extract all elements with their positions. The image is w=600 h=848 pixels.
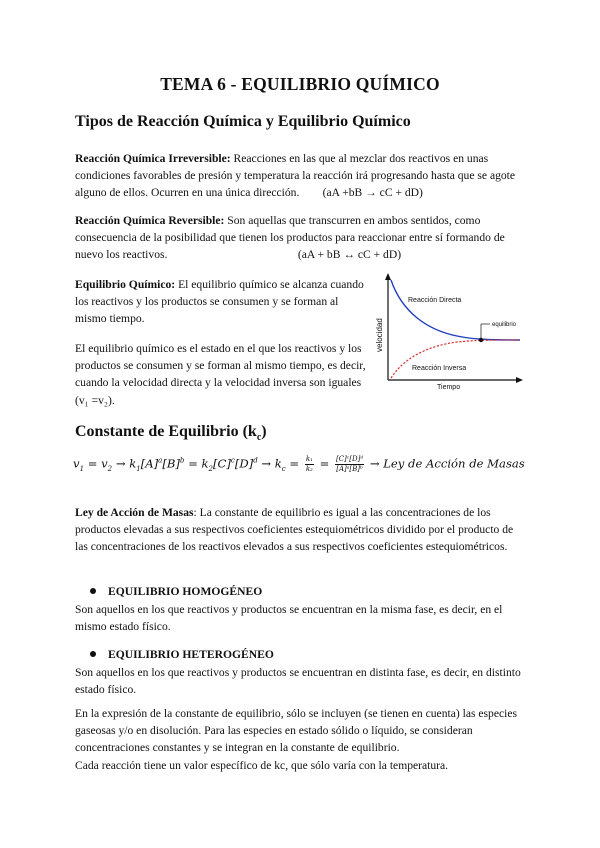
page-title: TEMA 6 - EQUILIBRIO QUÍMICO [160, 74, 440, 94]
eq-fraction-k [305, 455, 314, 474]
eq-fraction-concentration [335, 455, 364, 474]
y-axis-arrow [385, 273, 391, 280]
heading-constant-sub: c [256, 432, 262, 444]
bullet-heterogeneo [90, 648, 274, 661]
label-equilibrium: equilibrio [492, 322, 517, 328]
eq-C: [C] [213, 456, 231, 471]
x-axis-label: Tiempo [437, 384, 461, 391]
section-heading-types: Tipos de Reacción Química y Equilibrio Químico [75, 113, 411, 130]
section-heading-constant [75, 423, 267, 443]
paragraph-equilibrium [75, 276, 367, 328]
eq-sup: a [158, 456, 163, 465]
formula-reversible: (aA + bB ↔ cC + dD) [297, 248, 402, 262]
text-final-2: Cada reacción tiene un valor específico de kc, que sólo varía con la temperatura. [75, 758, 449, 772]
term-reversible: Reacción Química Reversible: [75, 214, 225, 227]
eq-A: [A] [140, 456, 159, 471]
inverse-reaction-curve [391, 340, 520, 378]
paragraph-final [75, 705, 523, 774]
eq-sup: c [230, 456, 235, 465]
eq-sub: 2 [107, 464, 113, 473]
x-axis-arrow [516, 377, 523, 383]
text-irreversible: Reacciones en las que al mezclar dos reactivos en unas condiciones favorables de presión y temperatura la reacción irá progresando hasta que se agote alguno de ellos. Ocurren en una única dirección. [75, 152, 516, 200]
text-reversible: Son aquellas que transcurren en ambos sentidos, como consecuencia de la posibilidad que tienen los productos para reaccionar entre sí formando de nuevo los reactivos. [75, 214, 505, 262]
text-mass-action: : La constante de equilibrio es igual a las concentraciones de los productos elevadas a sus respectivos coeficientes estequiométricos dividido por el producto de las concentraciones de los reactivos elevados a sus respectivos coeficientes estequiométricos. [75, 506, 514, 554]
term-equilibrium: Equilibrio Químico: [75, 278, 176, 291]
term-mass-action: Ley de Acción de Masas [75, 506, 194, 519]
paragraph-reversible [75, 212, 523, 264]
paragraph-irreversible [75, 150, 523, 202]
bullet-dot [90, 588, 96, 594]
velocity-time-graph [372, 272, 524, 392]
direct-reaction-curve [391, 280, 520, 340]
bullet-homogeneo-title: EQUILIBRIO HOMOGÉNEO [108, 585, 263, 598]
text-final: En la expresión de la constante de equilibrio, sólo se incluyen (se tienen en cuenta) las especies gaseosas y/o en disolución. Para las especies en estado sólido o líquido, se consideran concentraciones constantes y se integran en la constante de equilibrio. [75, 707, 518, 755]
bullet-heterogeneo-title: EQUILIBRIO HETEROGÉNEO [108, 648, 274, 661]
frac-num: k₁ [305, 455, 313, 463]
eq-sub: 1 [79, 464, 85, 473]
eq-D: [D] [234, 456, 254, 471]
eq-equals: = [319, 456, 330, 471]
label-inverse-reaction: Reacción Inversa [412, 365, 467, 372]
eq-equals: = [289, 456, 300, 471]
equilibrium-constant-equation [73, 455, 525, 474]
frac-den: [A]ᵃ[B]ᵇ [336, 465, 363, 473]
eq-v2: = v [84, 456, 108, 471]
paragraph-homogeneo: Son aquellos en los que reactivos y productos se encuentran en la misma fase, es decir, en el mismo estado físico. [75, 603, 503, 634]
term-irreversible: Reacción Química Irreversible: [75, 152, 231, 165]
eq-v1: v [73, 456, 80, 471]
eq-B: [B] [162, 456, 180, 471]
eq-sub: c [281, 464, 286, 473]
frac-den: k₂ [305, 465, 313, 473]
eq-sup: b [179, 456, 185, 465]
text-equilibrium: El equilibrio químico se alcanza cuando los reactivos y los productos se consumen y se forman al mismo tiempo. [75, 278, 364, 326]
heading-constant-end: ) [261, 423, 267, 440]
eq-k1: → k [112, 456, 137, 471]
y-axis-label: velocidad [375, 318, 384, 352]
heading-constant-main: Constante de Equilibrio (k [75, 423, 257, 440]
paragraph-heterogeneo: Son aquellos en los que reactivos y productos se encuentran en distinta fase, es decir, en distinto estado físico. [75, 666, 521, 697]
bullet-dot [90, 651, 96, 657]
eq-k2: = k [184, 456, 209, 471]
label-direct-reaction: Reacción Directa [408, 297, 462, 304]
eq-law-label: → Ley de Acción de Masas [369, 456, 525, 471]
eq-kc: → k [257, 456, 282, 471]
eq-sup: d [253, 456, 258, 465]
paragraph-equilibrium-state: El equilibrio químico es el estado en el que los reactivos y los productos se consumen y se forman al mismo tiempo, es decir, cuando la velocidad directa y la velocidad inversa son iguales (v₁ =v₂). [75, 342, 366, 407]
formula-irreversible: (aA +bB → cC + dD) [322, 186, 423, 200]
eq-sub: 2 [208, 464, 213, 473]
frac-num: [C]ᶜ[D]ᵈ [335, 455, 364, 463]
bullet-homogeneo [90, 585, 262, 598]
eq-sub: 1 [136, 464, 141, 473]
paragraph-mass-action [75, 504, 523, 556]
